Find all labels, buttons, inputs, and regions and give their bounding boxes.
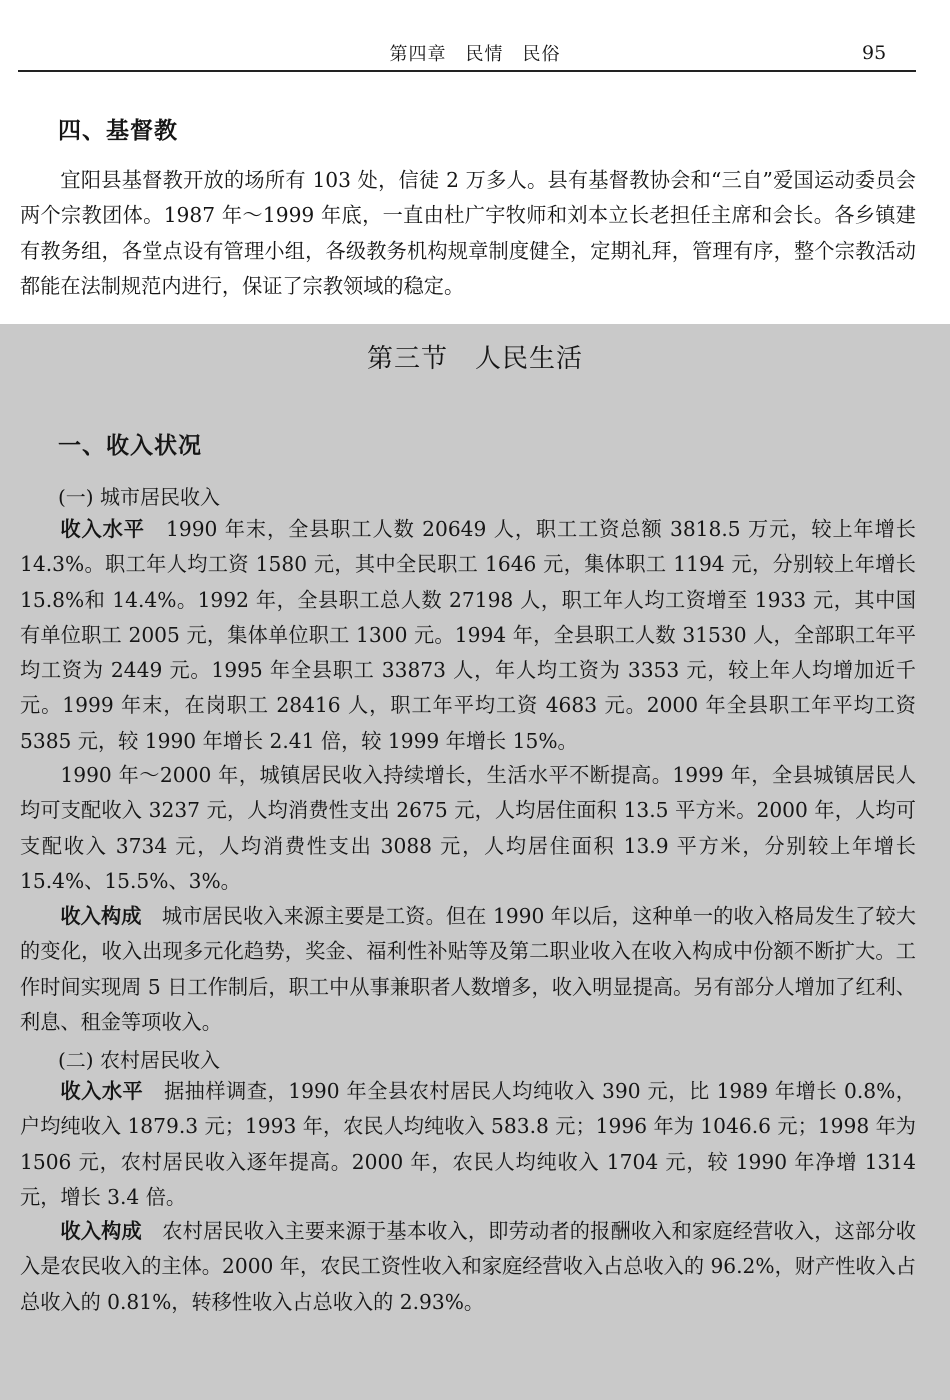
urban-income-composition-paragraph — [20, 899, 916, 1040]
income-heading: 一、收入状况 — [58, 433, 202, 459]
christianity-paragraph: 宜阳县基督教开放的场所有 103 处，信徒 2 万多人。县有基督教协会和“三自”爱国运动委员会两个宗教团体。1987 年～1999 年底，一直由杜广宇牧师和刘本立长老担任主席和会长。各乡镇建有教务组，各堂点设有管理小组，各级教务机构规章制度健全，定期礼拜，管理有序，整个宗教活动都能在法制规范内进行，保证了宗教领域的稳定。 — [20, 168, 916, 298]
urban-composition-text: 城市居民收入来源主要是工资。但在 1990 年以后，这种单一的收入格局发生了较大的变化，收入出现多元化趋势，奖金、福利性补贴等及第二职业收入在收入构成中份额不断扩大。工作时间实现周 5 日工作制后，职工中从事兼职者人数增多，收入明显提高。另有部分人增加了红利、利息、租金等项收入。 — [20, 904, 916, 1034]
header-rule — [18, 70, 916, 72]
christianity-heading: 四、基督教 — [58, 118, 178, 144]
running-header — [0, 38, 950, 68]
rural-income-composition-paragraph — [20, 1214, 916, 1320]
urban-composition-lead: 收入构成 — [60, 904, 142, 928]
rural-level-text: 据抽样调查，1990 年全县农村居民人均纯收入 390 元，比 1989 年增长 0.8%，户均纯收入 1879.3 元；1993 年，农民人均纯收入 583.8 元；1996 年为 1046.6 元；1998 年为 1506 元，农村居民收入逐年提高。2000 年，农民人均纯收入 1704 元，较 1990 年净增 1314 元，增长 3.4 倍。 — [20, 1079, 916, 1209]
urban-level-lead: 收入水平 — [60, 517, 145, 541]
urban-income-trend-paragraph: 1990 年～2000 年，城镇居民收入持续增长，生活水平不断提高。1999 年，全县城镇居民人均可支配收入 3237 元，人均消费性支出 2675 元，人均居住面积 13.5 平方米。2000 年，人均可支配收入 3734 元，人均消费性支出 3088 元，人均居住面积 13.9 平方米，分别较上年增长 15.4%、15.5%、3%。 — [20, 763, 916, 893]
urban-level-text: 1990 年末，全县职工人数 20649 人，职工工资总额 3818.5 万元，较上年增长 14.3%。职工年人均工资 1580 元，其中全民职工 1646 元，集体职工 1194 元，分别较上年增长 15.8%和 14.4%。1992 年，全县职工总人数 27198 人，职工年人均工资增至 1933 元，其中国有单位职工 2005 元，集体单位职工 1300 元。1994 年，全县职工人数 31530 人，全部职工年平均工资为 2449 元。1995 年全县职工 33873 人，年人均工资为 3353 元，较上年人均增加近千元。1999 年末，在岗职工 28416 人，职工年平均工资 4683 元。2000 年全县职工年平均工资 5385 元，较 1990 年增长 2.41 倍，较 1999 年增长 15%。 — [20, 517, 916, 753]
urban-income-subheading: (一) 城市居民收入 — [58, 485, 220, 509]
page-number: 95 — [862, 42, 887, 64]
rural-composition-text: 农村居民收入主要来源于基本收入，即劳动者的报酬收入和家庭经营收入，这部分收入是农民收入的主体。2000 年，农民工资性收入和家庭经营收入占总收入的 96.2%，财产性收入占总收入的 0.81%，转移性收入占总收入的 2.93%。 — [20, 1219, 916, 1314]
chapter-running-title: 第四章 民情 民俗 — [389, 44, 561, 65]
section-title: 第三节 人民生活 — [366, 344, 583, 374]
rural-income-level-paragraph — [20, 1074, 916, 1215]
urban-income-level-paragraph — [20, 512, 916, 759]
rural-income-subheading: (二) 农村居民收入 — [58, 1048, 220, 1072]
rural-composition-lead: 收入构成 — [60, 1219, 142, 1243]
rural-level-lead: 收入水平 — [60, 1079, 144, 1103]
